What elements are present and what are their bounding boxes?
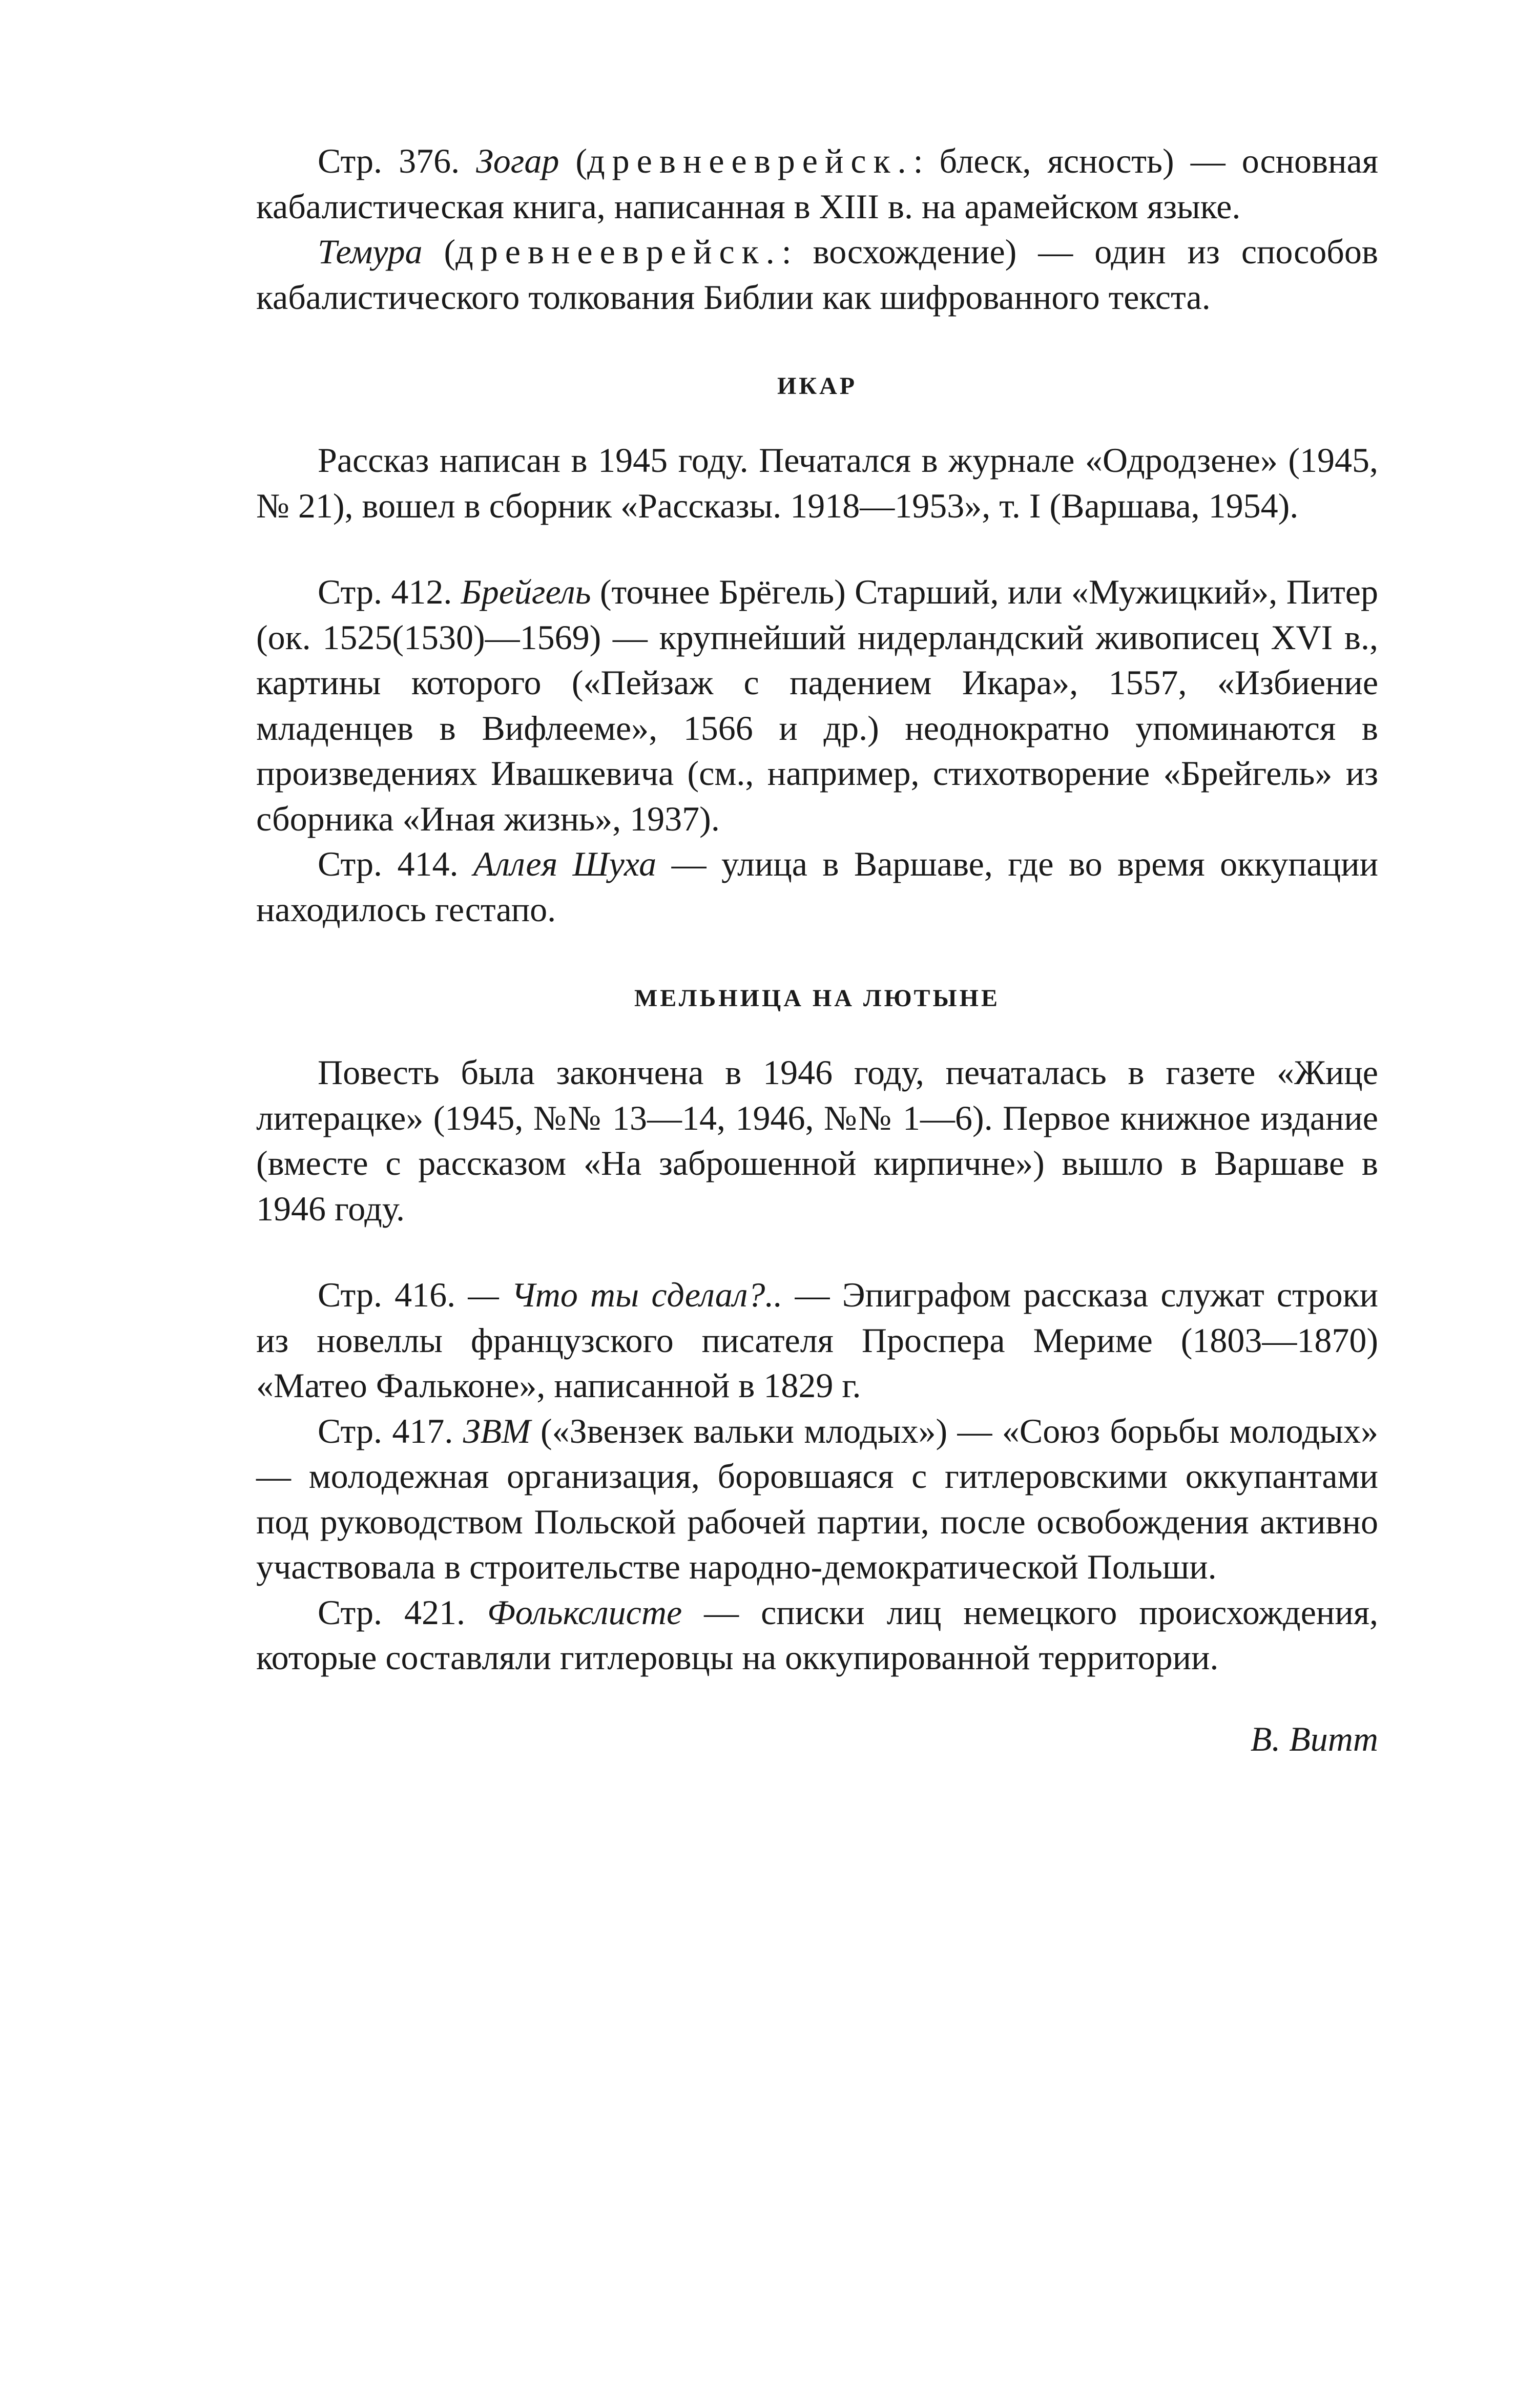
term: Аллея Шуха [473, 844, 657, 883]
language-note: древнееврейск. [587, 141, 913, 180]
note-zvm [256, 1408, 1378, 1590]
section-heading-ikar: ИКАР [777, 372, 858, 400]
note-temura: Темура (древнееврейск.: восхождение) — один из способов кабалистического толкования Библии как шифрованного текста. [256, 232, 1378, 317]
document-page [256, 138, 1378, 1761]
page-ref: Стр. 414. [318, 844, 473, 883]
term: ЗВМ [463, 1411, 531, 1450]
note-chto-ty-sdelal [256, 1272, 1378, 1408]
note-body: : блеск, ясность) — основная кабалистическая книга, написанная в XIII в. на арамейском языке. [256, 141, 1378, 226]
term: Темура [318, 232, 423, 271]
page-ref: Стр. 376. [318, 141, 476, 180]
note-breigel [256, 569, 1378, 841]
note-folkslisten [256, 1590, 1378, 1680]
page-ref: Стр. 417. [318, 1411, 463, 1450]
note-body: — Эпиграфом рассказа служат строки из новеллы французского писателя Проспера Мериме (1803—1870) «Матео Фальконе», написанной в 1829 г. [256, 1275, 1378, 1405]
note-body: — улица в Варшаве, где во время оккупации находилось гестапо. [256, 844, 1378, 929]
ikar-intro: Рассказ написан в 1945 году. Печатался в журнале «Одродзене» (1945, № 21), вошел в сборник «Рассказы. 1918—1953», т. I (Варшава, 1954). [256, 441, 1378, 525]
term: Фолькслисте [487, 1592, 682, 1632]
page-ref: Стр. 421. [318, 1592, 488, 1632]
term: Зогар [476, 141, 559, 180]
note-body: — списки лиц немецкого происхождения, которые составляли гитлеровцы на оккупированной территории. [256, 1592, 1378, 1677]
note-body: (точнее Брёгель) Старший, или «Мужицкий», Питер (ок. 1525(1530)—1569) — крупнейший нидерландский живописец XVI в., картины которого («Пейзаж с падением Икара», 1557, «Избиение младенцев в Вифлееме», 1566 и др.) неоднократно упоминаются в произведениях Ивашкевича (см., например, стихотворение «Брейгель» из сборника «Иная жизнь», 1937). [256, 572, 1378, 838]
author-signature: В. Витт [1250, 1719, 1378, 1758]
note-body: («Звензек вальки млодых») — «Союз борьбы молодых» — молодежная организация, боровшаяся с гитлеровскими оккупантами под руководством Польской рабочей партии, после освобождения активно участвовала в строительстве народно-демократической Польши. [256, 1411, 1378, 1586]
note-body: : восхождение) — один из способов кабалистического толкования Библии как шифрованного текста. [256, 232, 1378, 317]
note-zogar: Стр. 376. Зогар (древнееврейск.: блеск, ясность) — основная кабалистическая книга, написанная в XIII в. на арамейском языке. [256, 141, 1378, 226]
section-heading-melnitsa: МЕЛЬНИЦА НА ЛЮТЫНЕ [634, 985, 1000, 1012]
page-ref: Стр. 412. [318, 572, 461, 611]
term: — Что ты сделал?.. [468, 1275, 783, 1314]
term: Брейгель [461, 572, 591, 611]
language-note: древнееврейск. [455, 232, 782, 271]
page-ref: Стр. 416. [318, 1275, 468, 1314]
note-alleya-shukha [256, 841, 1378, 932]
melnitsa-intro: Повесть была закончена в 1946 году, печаталась в газете «Жице литерацке» (1945, №№ 13—14, 1946, №№ 1—6). Первое книжное издание (вместе с рассказом «На заброшенной кирпичне») вышло в Варшаве в 1946 году. [256, 1053, 1378, 1228]
